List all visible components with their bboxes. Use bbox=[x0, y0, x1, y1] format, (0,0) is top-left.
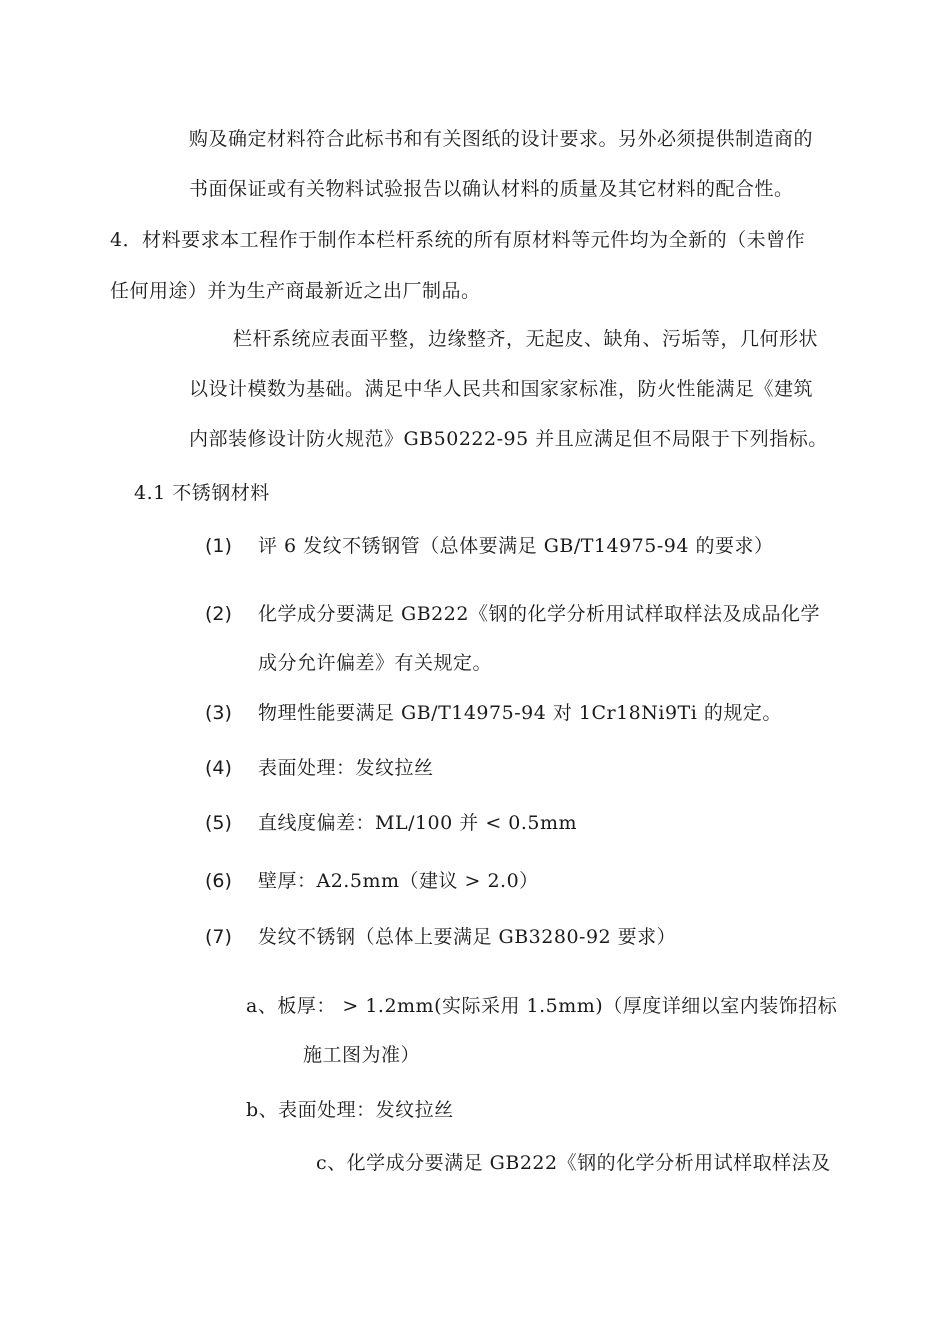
item-text: 化学成分要满足 GB222《钢的化学分析用试样取样法及成品化学 bbox=[258, 603, 820, 625]
item-text: 评 6 发纹不锈钢管（总体要满足 GB/T14975-94 的要求） bbox=[258, 535, 774, 557]
item-number: (3) bbox=[205, 702, 232, 724]
item-number: (2) bbox=[205, 603, 232, 625]
item-text: 表面处理：发纹拉丝 bbox=[258, 757, 434, 779]
item-number: (6) bbox=[205, 870, 232, 892]
paragraph-line: 4．材料要求本工程作于制作本栏杆系统的所有原材料等元件均为全新的（未曾作 bbox=[110, 229, 806, 251]
item-text: 发纹不锈钢（总体上要满足 GB3280-92 要求） bbox=[258, 926, 677, 948]
item-number: (7) bbox=[205, 926, 232, 948]
item-text: 物理性能要满足 GB/T14975-94 对 1Cr18Ni9Ti 的规定。 bbox=[258, 702, 782, 724]
item-number: (5) bbox=[205, 812, 232, 834]
paragraph-line: 购及确定材料符合此标书和有关图纸的设计要求。另外必须提供制造商的 bbox=[189, 128, 814, 150]
paragraph-line: 内部装修设计防火规范》GB50222-95 并且应满足但不局限于下列指标。 bbox=[189, 428, 828, 450]
sub-item-c: c、化学成分要满足 GB222《钢的化学分析用试样取样法及 bbox=[316, 1152, 831, 1174]
item-text: 壁厚：A2.5mm（建议 > 2.0） bbox=[258, 870, 539, 892]
sub-item-a-continued: 施工图为准） bbox=[303, 1044, 421, 1066]
item-number: (4) bbox=[205, 757, 232, 779]
paragraph-line: 书面保证或有关物料试验报告以确认材料的质量及其它材料的配合性。 bbox=[189, 178, 794, 200]
paragraph-line: 以设计模数为基础。满足中华人民共和国家家标准，防火性能满足《建筑 bbox=[189, 378, 814, 400]
paragraph-line: 栏杆系统应表面平整，边缘整齐，无起皮、缺角、污垢等，几何形状 bbox=[233, 328, 819, 350]
sub-item-a: a、板厚： > 1.2mm(实际采用 1.5mm)（厚度详细以室内装饰招标 bbox=[246, 995, 838, 1017]
item-number: (1) bbox=[205, 535, 232, 557]
sub-item-b: b、表面处理：发纹拉丝 bbox=[246, 1099, 454, 1121]
item-text: 直线度偏差：ML/100 并 < 0.5mm bbox=[258, 812, 578, 834]
paragraph-line: 任何用途）并为生产商最新近之出厂制品。 bbox=[110, 280, 481, 302]
item-text-continued: 成分允许偏差》有关规定。 bbox=[258, 652, 493, 674]
section-heading: 4.1 不锈钢材料 bbox=[134, 482, 270, 504]
